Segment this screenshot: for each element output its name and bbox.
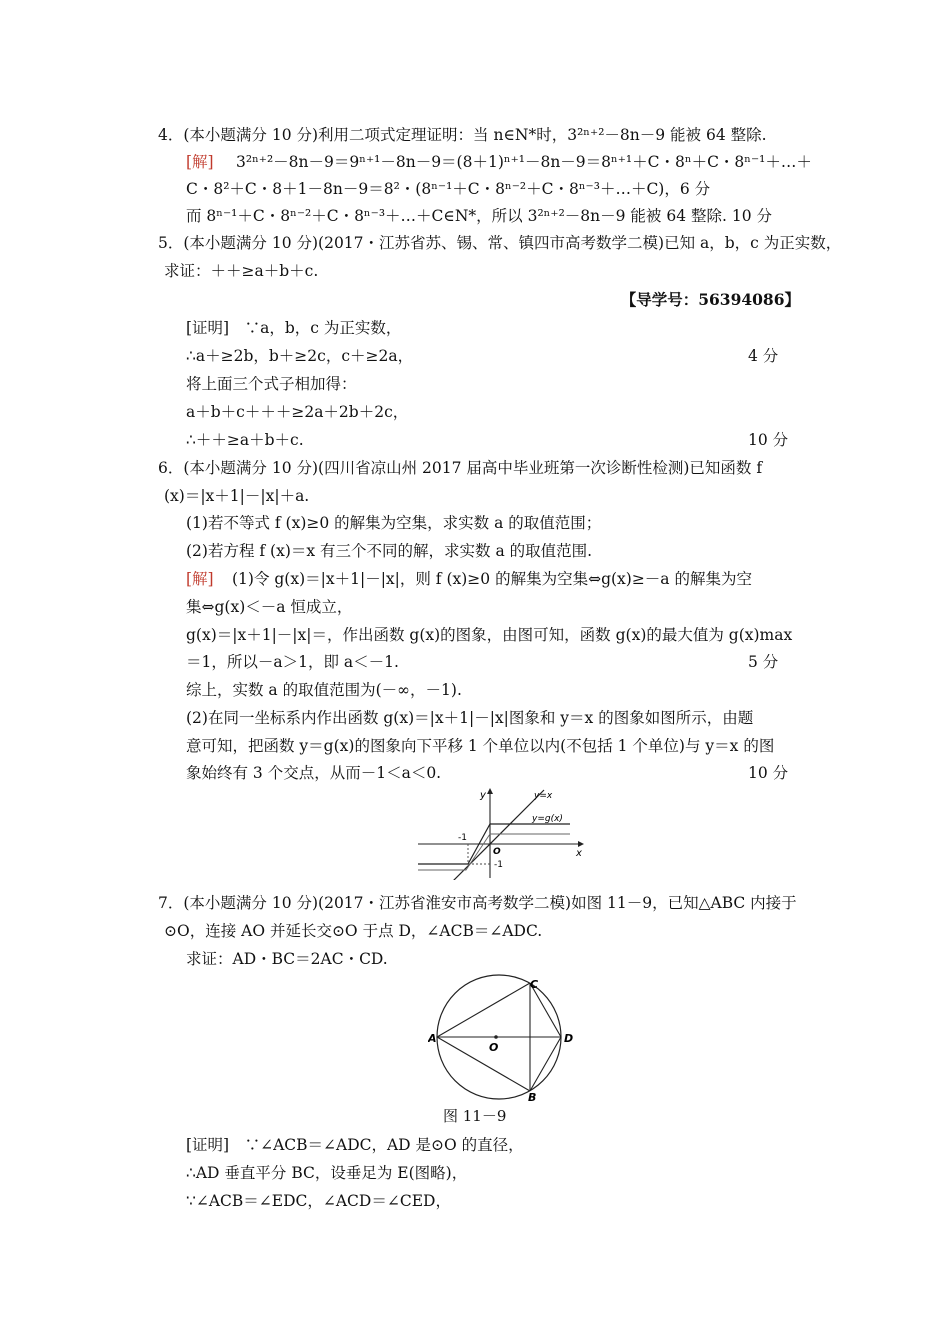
center-dot (494, 1035, 498, 1039)
x-axis-arrow (578, 841, 584, 847)
q7-circle-figure (428, 974, 576, 1102)
q6-function-graph (416, 786, 586, 880)
q4-line-2: C・8²＋C・8＋1－8n－9＝8²・(8ⁿ⁻¹＋C・8ⁿ⁻²＋C・8ⁿ⁻³＋…＋C)，6 分 (186, 180, 711, 198)
neg1-x-label: -1 (458, 833, 467, 843)
q6-answer-5: 综上，实数 a 的取值范围为(－∞，－1). (186, 681, 462, 699)
q5-score-1: 4 分 (748, 347, 779, 365)
q5-proof-1: [证明] ∵a，b，c 为正实数， (186, 319, 402, 337)
y-equals-x-label: y=x (534, 791, 553, 801)
q6-answer-2: 集⇔g(x)＜－a 恒成立， (186, 598, 353, 616)
q4-line-3: 而 8ⁿ⁻¹＋C・8ⁿ⁻²＋C・8ⁿ⁻³＋…＋C∈N*，所以 3²ⁿ⁺²－8n－9 能被 64 整除. 10 分 (186, 207, 772, 225)
q7-heading: 7．(本小题满分 10 分)(2017・江苏省淮安市高考数学二模)如图 11－9，已知△ABC 内接于 (158, 894, 797, 912)
q7-proof-1: [证明] ∵∠ACB＝∠ADC，AD 是⊙O 的直径， (186, 1136, 524, 1154)
origin-label: O (493, 847, 501, 857)
label-b: B (528, 1091, 537, 1102)
q7-proof-3: ∵∠ACB＝∠EDC，∠ACD＝∠CED， (186, 1192, 451, 1210)
q6-answer-4: ＝1，所以－a＞1，即 a＜－1. (186, 653, 399, 671)
segment-bd (530, 1037, 561, 1091)
q5-proof-4: a＋b＋c＋＋＋≥2a＋2b＋2c， (186, 403, 409, 421)
q6-part2-2: 意可知，把函数 y＝g(x)的图象向下平移 1 个单位以内(不包括 1 个单位)与 y＝x 的图 (186, 737, 775, 755)
y-axis-label: y (480, 790, 486, 801)
q5-heading-2: 求证：＋＋≥a＋b＋c. (164, 262, 319, 280)
segment-ac (437, 983, 530, 1037)
q6-subquestion-2: (2)若方程 f (x)＝x 有三个不同的解，求实数 a 的取值范围. (186, 542, 593, 560)
q4-line-1: 3²ⁿ⁺²－8n－9＝9ⁿ⁺¹－8n－9＝(8＋1)ⁿ⁺¹－8n－9＝8ⁿ⁺¹＋C・8ⁿ＋C・8ⁿ⁻¹＋…＋ (236, 153, 812, 171)
q6-score-2: 10 分 (748, 764, 789, 782)
segment-ab (437, 1037, 530, 1091)
q4-heading: 4．(本小题满分 10 分)利用二项式定理证明：当 n∈N*时，3²ⁿ⁺²－8n－9 能被 64 整除. (158, 126, 767, 144)
q7-prove-statement: 求证：AD・BC＝2AC・CD. (186, 950, 388, 968)
q6-answer-tag: [解] (186, 570, 214, 588)
q5-heading: 5．(本小题满分 10 分)(2017・江苏省苏、锡、常、镇四市高考数学二模)已知 a，b，c 为正实数， (158, 234, 842, 252)
q6-answer-1: (1)令 g(x)＝|x＋1|－|x|，则 f (x)≥0 的解集为空集⇔g(x)≥－a 的解集为空 (232, 570, 752, 588)
q4-answer-tag: [解] (186, 153, 214, 171)
q5-proof-2: ∴a＋≥2b，b＋≥2c，c＋≥2a， (186, 347, 414, 365)
q7-figure-caption: 图 11－9 (443, 1107, 507, 1125)
label-c: C (530, 978, 539, 991)
label-d: D (564, 1032, 574, 1045)
label-o: O (489, 1041, 499, 1054)
q5-proof-5: ∴＋＋≥a＋b＋c. (186, 431, 304, 449)
q6-answer-3: g(x)＝|x＋1|－|x|＝，作出函数 g(x)的图象，由图可知，函数 g(x)的最大值为 g(x)max (186, 626, 793, 644)
q6-subquestion-1: (1)若不等式 f (x)≥0 的解集为空集，求实数 a 的取值范围； (186, 514, 602, 532)
q5-guide-number: 【导学号：56394086】 (620, 290, 800, 309)
x-axis-label: x (576, 848, 582, 859)
segment-cd (530, 983, 561, 1037)
q5-proof-3: 将上面三个式子相加得： (186, 375, 357, 393)
q7-proof-2: ∴AD 垂直平分 BC，设垂足为 E(图略)， (186, 1164, 468, 1182)
q6-score-1: 5 分 (748, 653, 779, 671)
q6-part2-3: 象始终有 3 个交点，从而－1＜a＜0. (186, 764, 442, 782)
label-a: A (428, 1032, 437, 1045)
q7-heading-2: ⊙O，连接 AO 并延长交⊙O 于点 D，∠ACB＝∠ADC. (164, 922, 543, 940)
q6-heading: 6．(本小题满分 10 分)(四川省凉山州 2017 届高中毕业班第一次诊断性检测)已知函数 f (158, 459, 763, 477)
y-equals-gx-label: y=g(x) (532, 814, 563, 824)
neg1-y-label: -1 (494, 860, 503, 870)
q5-score-2: 10 分 (748, 431, 789, 449)
q6-part2-1: (2)在同一坐标系内作出函数 g(x)＝|x＋1|－|x|图象和 y＝x 的图象如图所示，由题 (186, 709, 754, 727)
y-axis-arrow (487, 788, 493, 794)
q6-heading-2: (x)＝|x＋1|－|x|＋a. (164, 487, 310, 505)
